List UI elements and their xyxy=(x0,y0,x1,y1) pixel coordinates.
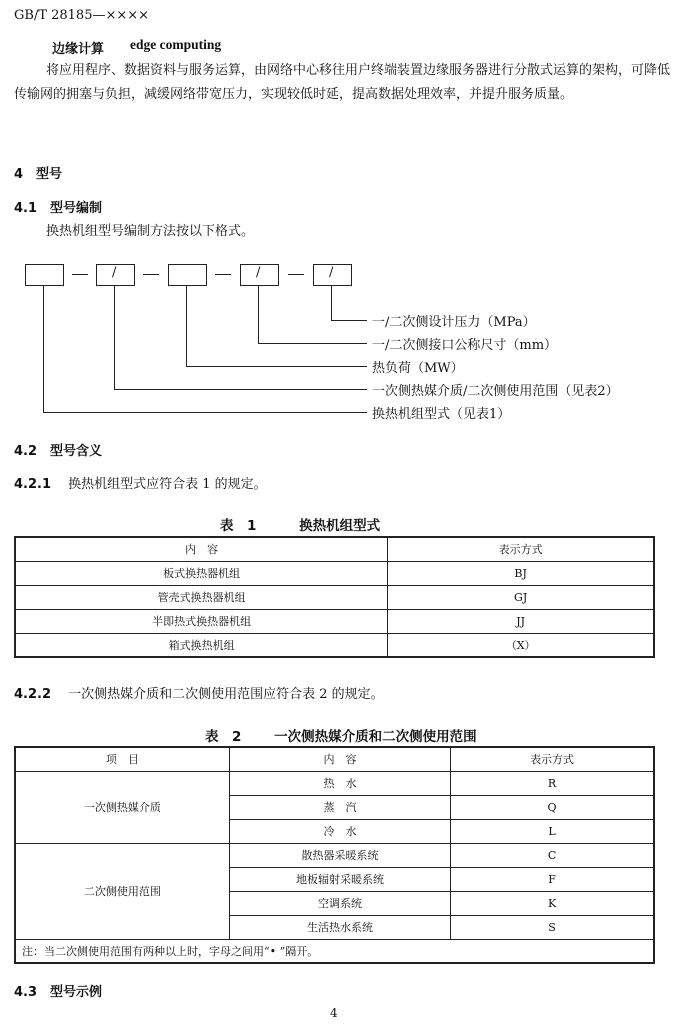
table-cell: R xyxy=(451,771,654,795)
code-box-load xyxy=(168,264,207,286)
table-cell: S xyxy=(451,915,654,939)
standard-header: GB/T 28185—×××× xyxy=(14,8,150,23)
section-4-title: 4 型号 xyxy=(14,167,63,182)
table-cell: JJ xyxy=(388,609,654,633)
table-header-row xyxy=(15,537,654,561)
table-cell: GJ xyxy=(388,585,654,609)
table-row xyxy=(15,633,654,657)
term-english: edge computing xyxy=(130,37,222,52)
label-heat-load: 热负荷（MW） xyxy=(372,361,464,376)
table-1-caption xyxy=(220,514,380,534)
label-nominal-size: 一/二次侧接口公称尺寸（mm） xyxy=(372,338,558,353)
clause-text: 换热机组型式应符合表 1 的规定。 xyxy=(68,477,267,492)
table-row xyxy=(15,585,654,609)
clause-number: 4.2.1 xyxy=(14,477,52,492)
table-caption-number: 表 2 xyxy=(205,729,242,745)
leader-line xyxy=(186,366,367,367)
table-cell: 半即热式换热器机组 xyxy=(15,609,388,633)
code-dash xyxy=(143,274,159,275)
table-header-cell: 内 容 xyxy=(229,747,450,771)
leader-line xyxy=(186,286,187,366)
code-box-type xyxy=(25,264,64,286)
table-header-cell: 表示方式 xyxy=(451,747,654,771)
table-header-cell: 项 目 xyxy=(15,747,229,771)
clause-text: 一次侧热媒介质和二次侧使用范围应符合表 2 的规定。 xyxy=(68,687,384,702)
table-row xyxy=(15,609,654,633)
clause-number: 4.2.2 xyxy=(14,687,52,702)
section-4-2-title: 4.2 型号含义 xyxy=(14,444,103,459)
table-header-cell: 内 容 xyxy=(15,537,388,561)
table-cell: 热 水 xyxy=(229,771,450,795)
table-cell: 生活热水系统 xyxy=(229,915,450,939)
table-header-row xyxy=(15,747,654,771)
table-cell: Q xyxy=(451,795,654,819)
table-header-cell: 表示方式 xyxy=(388,537,654,561)
table-cell: BJ xyxy=(388,561,654,585)
code-slash: / xyxy=(112,265,117,280)
leader-line xyxy=(114,286,115,389)
table-2 xyxy=(14,746,655,964)
term-definition: 将应用程序、数据资料与服务运算，由网络中心移往用户终端装置边缘服务器进行分散式运算的架构，可降低传输网的拥塞与负担，减缓网络带宽压力，实现较低时延，提高数据处理效率，并提升服务质量。 xyxy=(14,63,671,102)
code-slash: / xyxy=(329,265,334,280)
table-caption-title: 换热机组型式 xyxy=(299,518,381,534)
table-note: 注：当二次侧使用范围有两种以上时，字母之间用“• ”隔开。 xyxy=(15,939,654,963)
leader-line xyxy=(43,412,367,413)
term-chinese: 边缘计算 xyxy=(52,42,105,57)
table-cell: L xyxy=(451,819,654,843)
table-caption-title: 一次侧热媒介质和二次侧使用范围 xyxy=(274,729,477,745)
table-note-row xyxy=(15,939,654,963)
table-cell: 箱式换热机组 xyxy=(15,633,388,657)
table-row xyxy=(15,771,654,795)
leader-line xyxy=(43,286,44,412)
table-cell: 冷 水 xyxy=(229,819,450,843)
code-slash: / xyxy=(256,265,261,280)
table-row xyxy=(15,843,654,867)
table-cell: 地板辐射采暖系统 xyxy=(229,867,450,891)
clause-4-2-1 xyxy=(14,473,267,492)
table-row xyxy=(15,561,654,585)
table-group-cell: 二次侧使用范围 xyxy=(15,843,229,939)
section-4-1-intro: 换热机组型号编制方法按以下格式。 xyxy=(46,224,255,239)
code-dash xyxy=(72,274,88,275)
clause-4-2-2 xyxy=(14,683,384,702)
leader-line xyxy=(258,286,259,343)
table-cell: （X） xyxy=(388,633,654,657)
leader-line xyxy=(114,389,367,390)
leader-line xyxy=(258,343,367,344)
section-4-1-title: 4.1 型号编制 xyxy=(14,201,103,216)
label-design-pressure: 一/二次侧设计压力（MPa） xyxy=(372,315,536,330)
table-cell: 管壳式换热器机组 xyxy=(15,585,388,609)
leader-line xyxy=(331,320,367,321)
table-caption-number: 表 1 xyxy=(220,518,257,534)
label-unit-type: 换热机组型式（见表1） xyxy=(372,407,511,422)
table-cell: 散热器采暖系统 xyxy=(229,843,450,867)
table-cell: K xyxy=(451,891,654,915)
section-4-3-title: 4.3 型号示例 xyxy=(14,985,103,1000)
table-cell: 蒸 汽 xyxy=(229,795,450,819)
table-2-caption xyxy=(205,725,477,745)
table-group-cell: 一次侧热媒介质 xyxy=(15,771,229,843)
table-1 xyxy=(14,536,655,658)
table-cell: F xyxy=(451,867,654,891)
table-cell: 空调系统 xyxy=(229,891,450,915)
label-medium-range: 一次侧热媒介质/二次侧使用范围（见表2） xyxy=(372,384,619,399)
leader-line xyxy=(331,286,332,320)
code-dash xyxy=(288,274,304,275)
table-cell: C xyxy=(451,843,654,867)
page-number: 4 xyxy=(330,1006,338,1020)
code-dash xyxy=(215,274,231,275)
table-cell: 板式换热器机组 xyxy=(15,561,388,585)
